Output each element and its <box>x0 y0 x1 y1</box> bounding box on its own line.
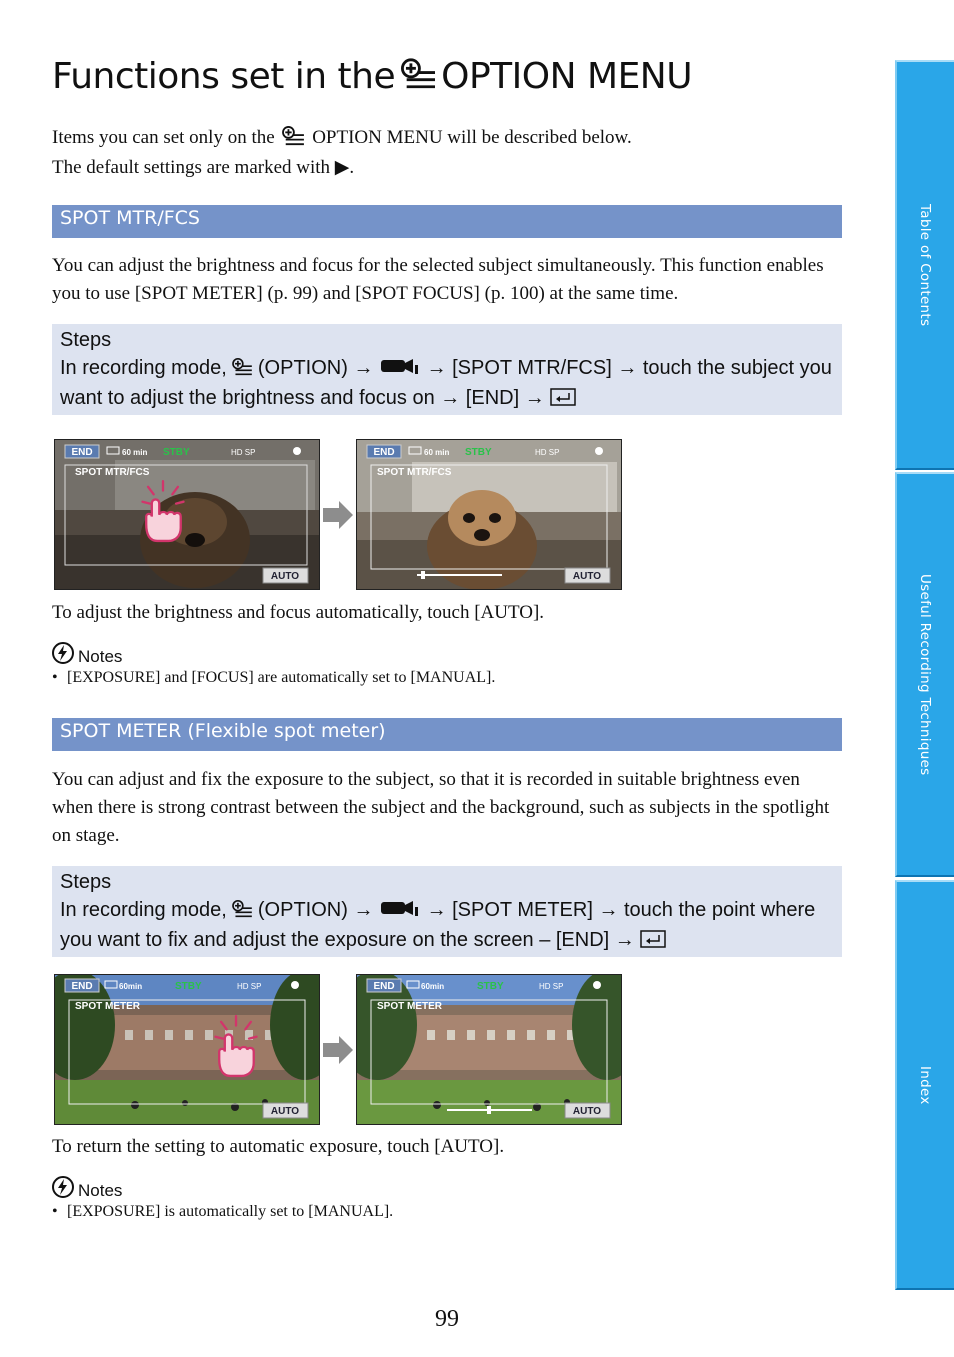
steps-part-a: In recording mode, <box>60 357 227 379</box>
note-item: • [EXPOSURE] and [FOCUS] are automatically set to [MANUAL]. <box>52 669 496 686</box>
sidebar-tab-label: Index <box>917 1065 933 1105</box>
note-text: [EXPOSURE] and [FOCUS] are automatically set to [MANUAL]. <box>67 669 496 686</box>
section-heading-spot-mtr-fcs: SPOT MTR/FCS <box>52 205 842 238</box>
screen-quality: HD SP <box>535 448 560 457</box>
screen-auto-button: AUTO <box>572 571 602 582</box>
sidebar-tab-label: Table of Contents <box>917 203 933 327</box>
camera-tab-icon <box>379 898 421 926</box>
return-icon <box>550 386 576 414</box>
next-arrow-icon <box>321 499 355 536</box>
notes-title: Notes <box>78 1180 123 1200</box>
screen-after <box>356 439 622 590</box>
screen-quality: HD SP <box>539 982 564 991</box>
screen-stby: STBY <box>163 447 190 458</box>
title-prefix: Functions set in the <box>52 56 396 97</box>
screen-quality: HD SP <box>237 982 262 991</box>
screen-before <box>54 439 320 590</box>
steps-part-c: → [SPOT METER] → touch the point where you want to fix and adjust the exposure on the screen – [END] → <box>60 899 816 951</box>
title-suffix: OPTION MENU <box>441 56 693 97</box>
screen-time: 60min <box>421 982 445 991</box>
sidebar-tab-useful-recording-techniques[interactable] <box>895 472 954 877</box>
option-menu-icon <box>401 58 435 99</box>
screen-quality: HD SP <box>231 448 256 457</box>
option-menu-icon <box>232 898 252 926</box>
caption: To return the setting to automatic exposure, touch [AUTO]. <box>52 1136 505 1157</box>
screen-auto-button: AUTO <box>572 1106 602 1117</box>
page-number: 99 <box>435 1306 459 1332</box>
steps-part-c: → [SPOT MTR/FCS] → touch the subject you want to adjust the brightness and focus on → [END] → <box>60 357 832 409</box>
section-body: You can adjust the brightness and focus for the selected subject simultaneously. This function enables you to use [SPOT METER] (p. 99) and [SPOT FOCUS] (p. 100) at the same time. <box>52 255 824 304</box>
intro-line1-b: OPTION MENU will be described below. <box>312 127 632 148</box>
sidebar-tab-label: Useful Recording Techniques <box>917 573 933 776</box>
section-heading-spot-meter: SPOT METER (Flexible spot meter) <box>52 718 842 751</box>
screen-time: 60 min <box>424 448 450 457</box>
option-menu-icon <box>281 126 305 154</box>
screen-time: 60 min <box>122 448 148 457</box>
exposure-slider-thumb[interactable] <box>421 571 425 579</box>
caption: To adjust the brightness and focus automatically, touch [AUTO]. <box>52 602 545 623</box>
camera-tab-icon <box>379 356 421 384</box>
screen-end-label: END <box>373 981 395 992</box>
sidebar-tab-table-of-contents[interactable] <box>895 60 954 470</box>
sidebar-tab-index[interactable] <box>895 880 954 1290</box>
intro-text <box>52 124 632 181</box>
steps-box <box>52 324 842 415</box>
steps-part-b: (OPTION) → <box>257 899 374 921</box>
steps-box <box>52 866 842 957</box>
screen-end-label: END <box>71 447 93 458</box>
screen-end-label: END <box>71 981 93 992</box>
screen-stby: STBY <box>477 981 504 992</box>
steps-text <box>60 354 834 414</box>
screen-mode-label: SPOT MTR/FCS <box>377 467 452 478</box>
screen-stby: STBY <box>465 447 492 458</box>
notes-title: Notes <box>78 646 123 666</box>
screen-mode-label: SPOT MTR/FCS <box>75 467 150 478</box>
intro-line2: The default settings are marked with ▶. <box>52 157 355 178</box>
next-arrow-icon <box>321 1034 355 1071</box>
exposure-slider-thumb[interactable] <box>487 1106 491 1114</box>
screen-auto-button: AUTO <box>270 571 300 582</box>
steps-text <box>60 896 834 956</box>
screen-stby: STBY <box>175 981 202 992</box>
return-icon <box>640 928 666 956</box>
option-menu-icon <box>232 356 252 384</box>
screen-end-label: END <box>373 447 395 458</box>
steps-part-b: (OPTION) → <box>257 357 374 379</box>
steps-title: Steps <box>60 871 112 893</box>
note-item: • [EXPOSURE] is automatically set to [MANUAL]. <box>52 1203 394 1220</box>
intro-line1-a: Items you can set only on the <box>52 127 275 148</box>
screen-time: 60min <box>119 982 143 991</box>
note-text: [EXPOSURE] is automatically set to [MANUAL]. <box>67 1203 394 1220</box>
section-body: You can adjust and fix the exposure to the subject, so that it is recorded in suitable brightness even when there is strong contrast between the subject and the background, such as subjects in the spotlight on stage. <box>52 769 830 846</box>
page-title <box>52 56 692 99</box>
steps-part-a: In recording mode, <box>60 899 227 921</box>
steps-title: Steps <box>60 329 112 351</box>
screen-mode-label: SPOT METER <box>75 1001 141 1012</box>
screen-after <box>356 974 622 1125</box>
screen-before <box>54 974 320 1125</box>
screen-auto-button: AUTO <box>270 1106 300 1117</box>
screen-mode-label: SPOT METER <box>377 1001 443 1012</box>
